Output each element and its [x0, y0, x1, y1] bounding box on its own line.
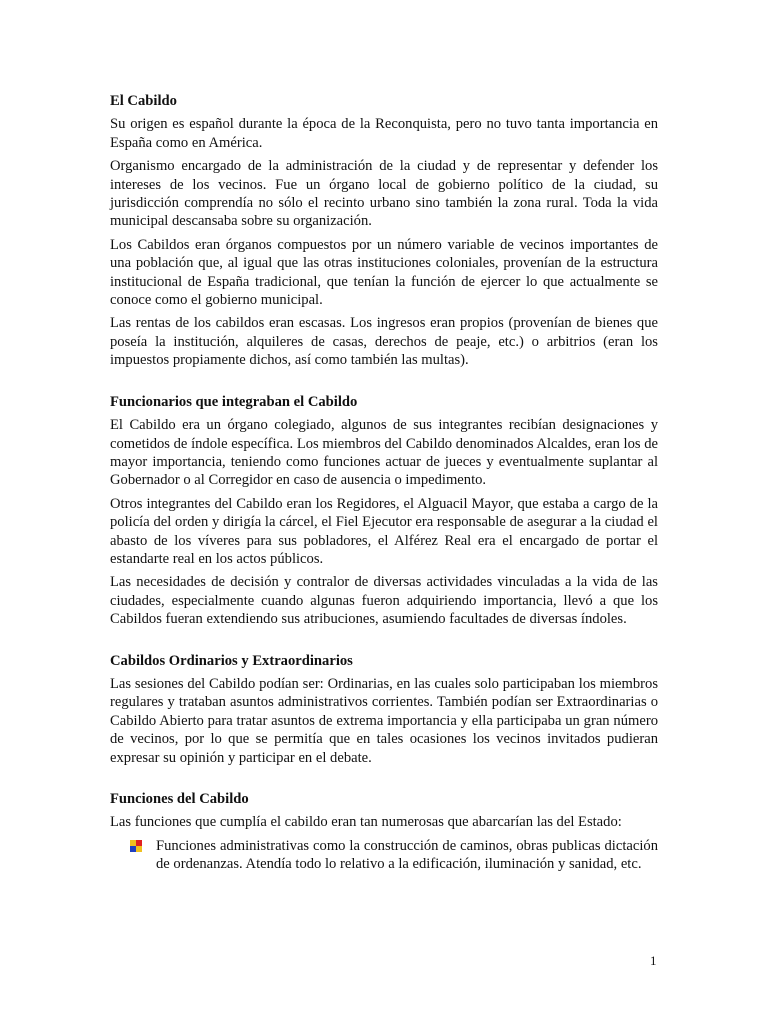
bullet-text: Funciones administrativas como la construcción de caminos, obras publicas dictación de ordenanzas. Atendía todo lo relativo a la edificación, iluminación y sanidad, etc. — [156, 837, 658, 873]
paragraph: El Cabildo era un órgano colegiado, algunos de sus integrantes recibían designaciones y cometidos de índole específica. Los miembros del Cabildo denominados Alcaldes, eran los de mayor importancia, teniendo como funciones actuar de jueces y eventualmente suplantar al Gobernador o al Corregidor en caso de ausencia o impedimento. — [110, 417, 658, 489]
section-heading: Funcionarios que integraban el Cabildo — [110, 393, 358, 410]
bullet-cube-icon — [130, 840, 142, 852]
paragraph: Las funciones que cumplía el cabildo eran tan numerosas que abarcarían las del Estado: — [110, 814, 622, 831]
page-number: 1 — [650, 953, 657, 968]
section-heading: Funciones del Cabildo — [110, 791, 249, 807]
bullet-list — [110, 837, 658, 874]
section-el-cabildo — [110, 92, 658, 370]
section-heading: Cabildos Ordinarios y Extraordinarios — [110, 652, 353, 669]
section-spacer — [110, 772, 658, 790]
section-heading: El Cabildo — [110, 93, 177, 109]
section-cabildos-ordinarios — [110, 652, 658, 767]
paragraph: Las sesiones del Cabildo podían ser: Ordinarias, en las cuales solo participaban los miembros regulares y trataban asuntos administrativos corrientes. También podían ser Extraordinarias o Cabildo Abierto para tratar asuntos de extrema importancia y ella participaba un gran número de vecinos, por lo que se permitía que en tales ocasiones los vecinos invitados pudieran expresar su opinión y participar en el debate. — [110, 675, 658, 766]
section-funcionarios — [110, 393, 658, 629]
section-spacer — [110, 634, 658, 652]
list-item — [110, 837, 658, 874]
document-page — [110, 92, 658, 874]
paragraph: Organismo encargado de la administración de la ciudad y de representar y defender los intereses de los vecinos. Fue un órgano local de gobierno político de la ciudad, su jurisdicción comprendía no sólo el recinto urbano sino también la zona rural. Toda la vida municipal descansaba sobre su organización. — [110, 158, 658, 230]
section-funciones — [110, 790, 658, 874]
paragraph: Los Cabildos eran órganos compuestos por un número variable de vecinos importantes de una población que, al igual que las otras instituciones coloniales, provenían de la estructura institucional de España tradicional, que tenían la función de ejercer lo que actualmente se conoce como el gobierno municipal. — [110, 236, 658, 309]
paragraph: Las rentas de los cabildos eran escasas. Los ingresos eran propios (provenían de bienes que poseía la institución, alquileres de casas, derechos de peaje, etc.) o arbitrios (eran los impuestos propiamente dichos, así como también las multas). — [110, 315, 658, 369]
paragraph: Otros integrantes del Cabildo eran los Regidores, el Alguacil Mayor, que estaba a cargo de la policía del orden y dirigía la cárcel, el Fiel Ejecutor era responsable de asegurar a la ciudad el abasto de los víveres para sus pobladores, el Alférez Real era el encargado de portar el estandarte real en los actos públicos. — [110, 495, 658, 567]
section-spacer — [110, 375, 658, 393]
paragraph: Su origen es español durante la época de la Reconquista, pero no tuvo tanta importancia en España como en América. — [110, 116, 658, 151]
paragraph: Las necesidades de decisión y contralor de diversas actividades vinculadas a la vida de las ciudades, especialmente cuando algunas fueron adquiriendo importancia, llevó a que los Cabildos fueran extendiendo sus atribuciones, asumiendo facultades de diversas índoles. — [110, 574, 658, 628]
